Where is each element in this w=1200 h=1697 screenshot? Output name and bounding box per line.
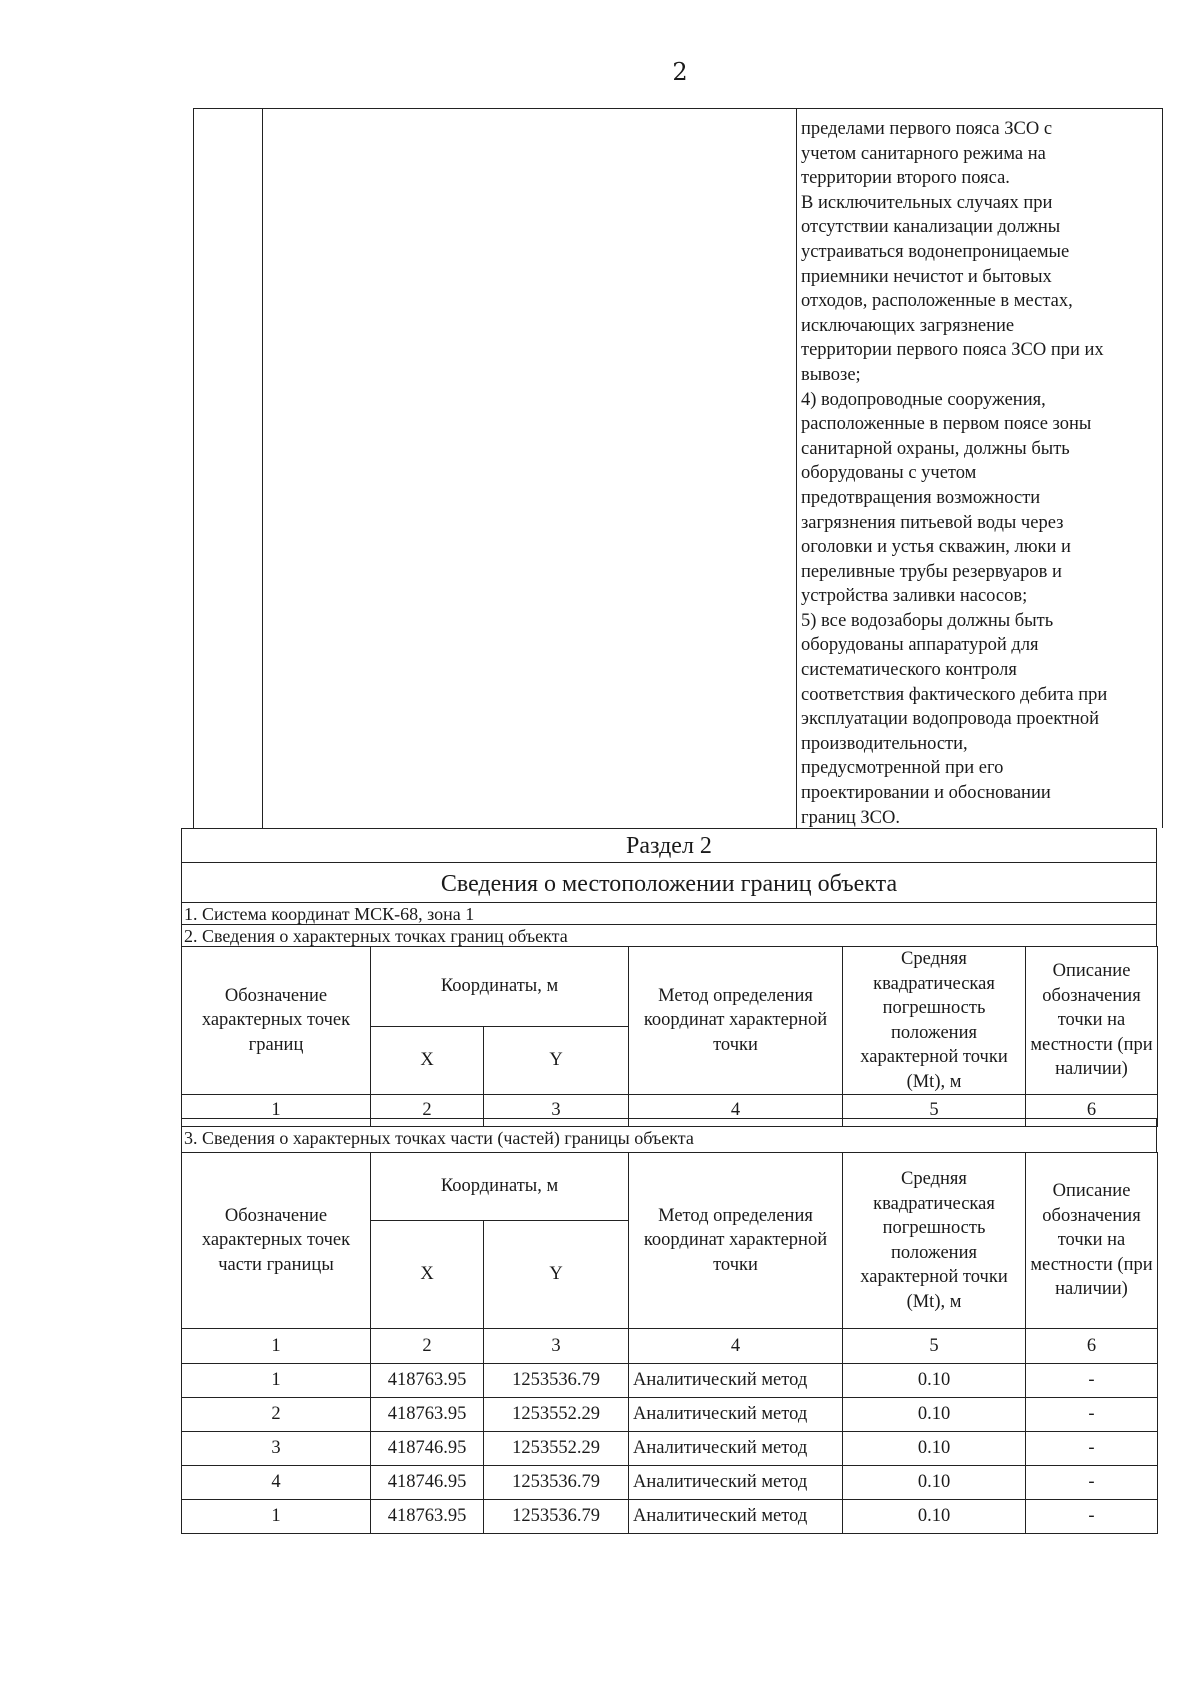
error: 0.10 [843,1398,1026,1432]
header-x: X [371,1027,484,1095]
method: Аналитический метод [629,1500,843,1534]
point-id: 2 [182,1398,371,1432]
column-number: 5 [843,1095,1026,1127]
requirements-table-fragment [193,108,1163,828]
sanitary-requirements-text: пределами первого пояса ЗСО с учетом санитарного режима на территории второго пояса. В исключительных случаях при отсутствии канализации должны устраиваться водонепроницаемые приемники нечистот и бытовых отходов, расположенные в местах, исключающих загрязнение территории первого пояса ЗСО при их вывозе; 4) водопроводные сооружения, расположенные в первом поясе зоны санитарной охраны, должны быть оборудованы с учетом предотвращения возможности загрязнения питьевой воды через оголовки и устья скважин, люки и переливные трубы резервуаров и устройства заливки насосов; 5) все водозаборы должны быть оборудованы аппаратурой для систематического контроля соответствия фактического дебита при эксплуатации водопровода проектной производительности, предусмотренной при его проектировании и обосновании границ ЗСО. [801,119,1108,828]
table-row [182,1500,1158,1534]
column-number: 3 [484,1095,629,1127]
point-id: 4 [182,1466,371,1500]
column-number: 3 [484,1329,629,1364]
header-coordinates: Координаты, м [371,947,629,1027]
header-error: Средняя квадратическая погрешность положения характерной точки (Mt), м [843,1153,1026,1329]
column-number: 5 [843,1329,1026,1364]
table-row [182,1364,1158,1398]
table-row [182,1398,1158,1432]
column-number: 1 [182,1329,371,1364]
header-designation: Обозначение характерных точек части границы [182,1153,371,1329]
header-description: Описание обозначения точки на местности (при наличии) [1026,1153,1158,1329]
column-number: 6 [1026,1095,1158,1127]
coord-x: 418746.95 [371,1466,484,1500]
method: Аналитический метод [629,1398,843,1432]
header-coordinates: Координаты, м [371,1153,629,1221]
header-y: Y [484,1221,629,1329]
column-divider [796,109,797,828]
table-row [182,1432,1158,1466]
column-divider [262,109,263,828]
coord-x: 418763.95 [371,1500,484,1534]
point-id: 1 [182,1364,371,1398]
point-id: 1 [182,1500,371,1534]
header-designation: Обозначение характерных точек границ [182,947,371,1095]
error: 0.10 [843,1500,1026,1534]
error: 0.10 [843,1432,1026,1466]
method: Аналитический метод [629,1364,843,1398]
header-y: Y [484,1027,629,1095]
header-method: Метод определения координат характерной точки [629,947,843,1095]
header-description: Описание обозначения точки на местности (при наличии) [1026,947,1158,1095]
coord-x: 418763.95 [371,1364,484,1398]
coord-y: 1253536.79 [484,1364,629,1398]
error: 0.10 [843,1466,1026,1500]
description: - [1026,1466,1158,1500]
description: - [1026,1398,1158,1432]
section-subtitle: Сведения о местоположении границ объекта [181,862,1157,902]
page-number: 2 [672,58,688,86]
header-x: X [371,1221,484,1329]
coord-y: 1253552.29 [484,1398,629,1432]
header-error: Средняя квадратическая погрешность положения характерной точки (Mt), м [843,947,1026,1095]
description: - [1026,1432,1158,1466]
part-boundary-points-table [181,1152,1158,1534]
points-heading: 2. Сведения о характерных точках границ объекта [181,924,1157,946]
coord-y: 1253536.79 [484,1466,629,1500]
column-number: 1 [182,1095,371,1127]
column-number: 4 [629,1095,843,1127]
boundary-points-table [181,946,1158,1127]
section-title: Раздел 2 [181,828,1157,862]
column-number: 2 [371,1095,484,1127]
method: Аналитический метод [629,1466,843,1500]
description: - [1026,1500,1158,1534]
column-number: 4 [629,1329,843,1364]
coord-x: 418746.95 [371,1432,484,1466]
column-number: 2 [371,1329,484,1364]
table-row [182,1466,1158,1500]
error: 0.10 [843,1364,1026,1398]
coordinate-system: 1. Система координат МСК-68, зона 1 [181,902,1157,924]
parts-heading: 3. Сведения о характерных точках части (частей) границы объекта [181,1118,1157,1152]
column-number: 6 [1026,1329,1158,1364]
coord-y: 1253552.29 [484,1432,629,1466]
description: - [1026,1364,1158,1398]
coord-x: 418763.95 [371,1398,484,1432]
point-id: 3 [182,1432,371,1466]
coord-y: 1253536.79 [484,1500,629,1534]
method: Аналитический метод [629,1432,843,1466]
header-method: Метод определения координат характерной точки [629,1153,843,1329]
